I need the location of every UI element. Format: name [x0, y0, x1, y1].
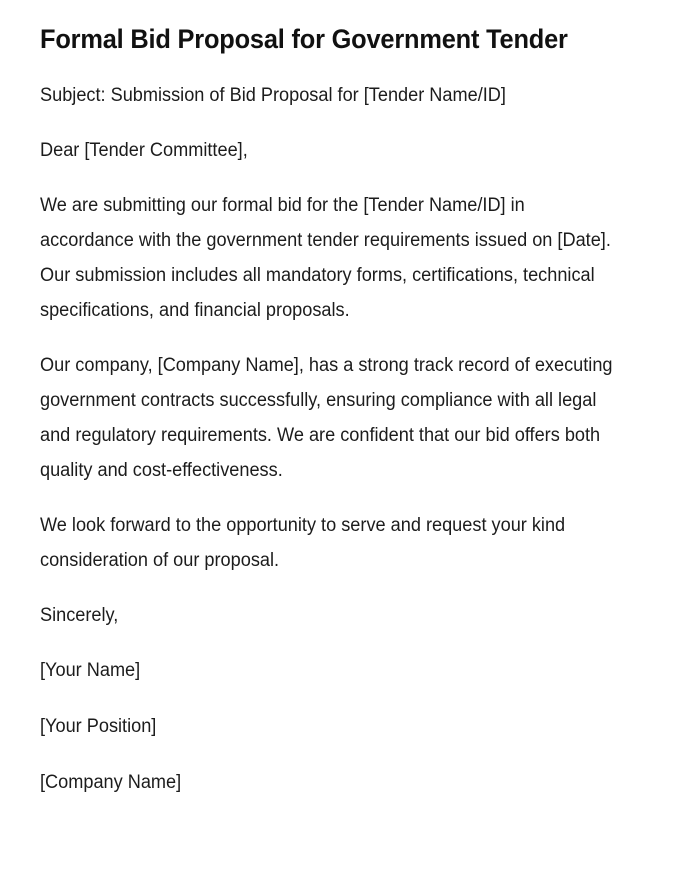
signature-your-name: [Your Name]	[40, 660, 141, 681]
closing-salutation: Sincerely,	[40, 605, 119, 626]
page-title: Formal Bid Proposal for Government Tender	[40, 24, 568, 54]
signature-company-name: [Company Name]	[40, 772, 182, 793]
signature-your-position: [Your Position]	[40, 716, 157, 737]
body-paragraph-3: We look forward to the opportunity to serve and request your kind consideration of our proposal.	[40, 515, 566, 571]
body-paragraph-1: We are submitting our formal bid for the [Tender Name/ID] in accordance with the government tender requirements issued on [Date]. Our submission includes all mandatory forms, certifications, technical specifications, and financial proposals.	[40, 195, 611, 321]
subject-line: Subject: Submission of Bid Proposal for [Tender Name/ID]	[40, 85, 506, 106]
body-paragraph-2: Our company, [Company Name], has a strong track record of executing government contracts successfully, ensuring compliance with all legal and regulatory requirements. We are confident that our bid offers both quality and cost-effectiveness.	[40, 355, 613, 481]
salutation: Dear [Tender Committee],	[40, 140, 248, 161]
